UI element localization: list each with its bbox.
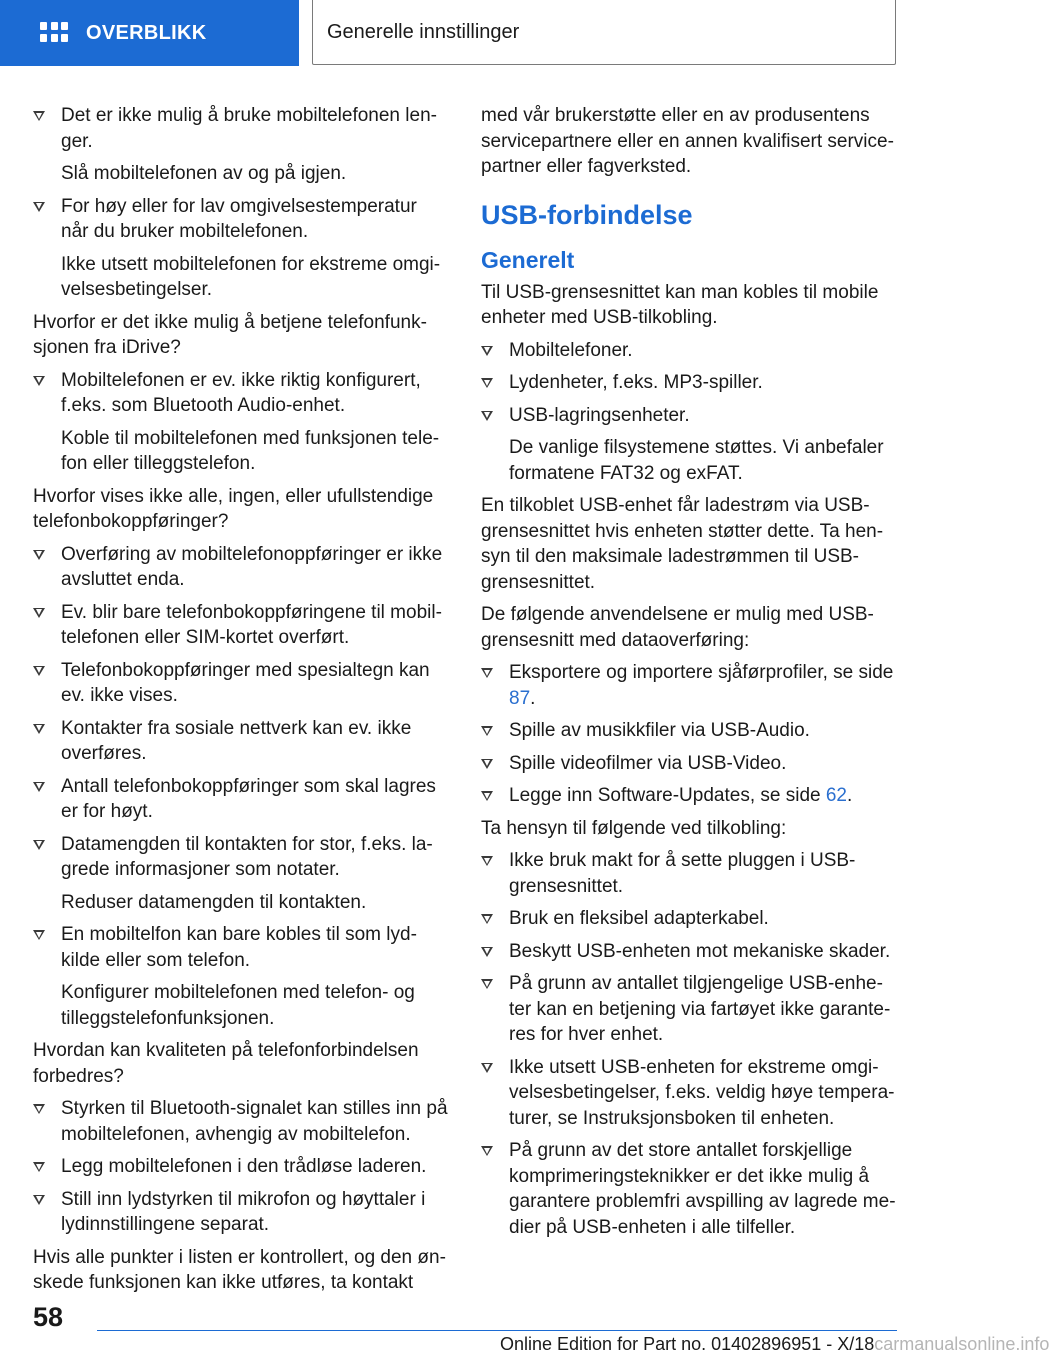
- list-item: Beskytt USB-enheten mot mekaniske skader.: [481, 939, 897, 965]
- page-link-62[interactable]: 62: [825, 785, 847, 806]
- triangle-bullet-icon: [481, 947, 493, 957]
- list-item-note: Koble til mobiltelefonen med funksjonen telefon eller tilleggstelefon.: [61, 427, 440, 474]
- list-item: Legg mobiltelefonen i den trådløse laderen.: [33, 1154, 448, 1180]
- triangle-bullet-icon: [481, 378, 493, 388]
- watermark-text: carmanualsonline.info: [874, 1334, 1049, 1354]
- list-item: Still inn lydstyrken til mikrofon og høyttaler i lydinnstillingene separat.: [33, 1187, 448, 1238]
- triangle-bullet-icon: [33, 376, 45, 386]
- list-item: Overføring av mobiltelefonoppføringer er ikke avsluttet enda.: [33, 542, 448, 593]
- list-item: På grunn av det store antallet forskjellige komprimeringsteknikker er det ikke mulig å garantere problemfri avspilling av lagrede medier på USB-enheten i alle tilfeller.: [481, 1138, 897, 1240]
- body-paragraph: Til USB-grensesnittet kan man kobles til mobile enheter med USB-tilkobling.: [481, 281, 879, 328]
- section-title: Generelle innstillinger: [327, 20, 520, 43]
- question-paragraph: Hvorfor er det ikke mulig å betjene telefonfunksjonen fra iDrive?: [33, 311, 427, 358]
- section-heading: USB-forbindelse: [481, 199, 693, 230]
- triangle-bullet-icon: [481, 726, 493, 736]
- triangle-bullet-icon: [33, 202, 45, 212]
- triangle-bullet-icon: [33, 1195, 45, 1205]
- body-paragraph: Ta hensyn til følgende ved tilkobling:: [481, 817, 787, 839]
- body-paragraph: De følgende anvendelsene er mulig med USB-grensesnitt med dataoverføring:: [481, 604, 874, 651]
- overview-tab-label: OVERBLIKK: [86, 21, 207, 44]
- triangle-bullet-icon: [481, 346, 493, 356]
- body-paragraph: med vår brukerstøtte eller en av produsentens servicepartnere eller en annen kvalifisert servicepartner eller fagverksted.: [481, 105, 894, 177]
- triangle-bullet-icon: [481, 791, 493, 801]
- triangle-bullet-icon: [33, 111, 45, 121]
- triangle-bullet-icon: [33, 724, 45, 734]
- triangle-bullet-icon: [481, 1063, 493, 1073]
- list-item: Ikke utsett USB-enheten for ekstreme omgivelsesbetingelser, f.eks. veldig høye temperaturer, se Instruksjonsboken til enheten.: [481, 1055, 897, 1132]
- list-item-note: Reduser datamengden til kontakten.: [61, 891, 367, 913]
- triangle-bullet-icon: [481, 759, 493, 769]
- page-link-87[interactable]: 87: [509, 687, 531, 709]
- list-item: Ev. blir bare telefonbokoppføringene til mobiltelefonen eller SIM-kortet overført.: [33, 600, 448, 651]
- subsection-heading: Generelt: [481, 246, 575, 273]
- footer-divider: [97, 1330, 897, 1331]
- triangle-bullet-icon: [33, 1104, 45, 1114]
- list-item: Spille av musikkfiler via USB-Audio.: [481, 718, 897, 744]
- list-item: Eksportere og importere sjåførprofiler, se side 87.: [481, 660, 897, 711]
- overview-tab[interactable]: [0, 0, 299, 66]
- triangle-bullet-icon: [481, 1146, 493, 1156]
- list-item: Spille videofilmer via USB-Video.: [481, 751, 897, 777]
- body-paragraph: En tilkoblet USB-enhet får ladestrøm via USB-grensesnittet hvis enheten støtter dette. Ta hensyn til den maksimale ladestrømmen til USB-grensesnittet.: [481, 495, 884, 593]
- left-column: [33, 103, 448, 1303]
- triangle-bullet-icon: [481, 411, 493, 421]
- triangle-bullet-icon: [33, 1162, 45, 1172]
- list-item: På grunn av antallet tilgjengelige USB-enheter kan en betjening via fartøyet ikke garanteres for hver enhet.: [481, 971, 897, 1048]
- grid-icon: [40, 22, 68, 44]
- list-item: Antall telefonbokoppføringer som skal lagres er for høyt.: [33, 774, 448, 825]
- list-item: Styrken til Bluetooth-signalet kan stilles inn på mobiltelefonen, avhengig av mobiltelefon.: [33, 1096, 448, 1147]
- list-item: Ikke bruk makt for å sette pluggen i USB-grensesnittet.: [481, 848, 897, 899]
- list-item: Kontakter fra sosiale nettverk kan ev. ikke overføres.: [33, 716, 448, 767]
- triangle-bullet-icon: [481, 856, 493, 866]
- triangle-bullet-icon: [33, 550, 45, 560]
- page-number: 58: [33, 1302, 64, 1332]
- edition-text: Online Edition for Part no. 01402896951 - X/18: [500, 1334, 875, 1354]
- question-paragraph: Hvordan kan kvaliteten på telefonforbindelsen forbedres?: [33, 1040, 419, 1087]
- question-paragraph: Hvorfor vises ikke alle, ingen, eller ufullstendige telefonbokoppføringer?: [33, 485, 434, 532]
- list-item: En mobiltelfon kan bare kobles til som lydkilde eller som telefon.: [33, 922, 448, 973]
- list-item: Legge inn Software-Updates, se side 62.: [481, 783, 897, 809]
- triangle-bullet-icon: [481, 914, 493, 924]
- list-item: Datamengden til kontakten for stor, f.eks. lagrede informasjoner som notater.: [33, 832, 448, 883]
- list-item: USB-lagringsenheter.: [481, 403, 897, 429]
- list-item: Bruk en fleksibel adapterkabel.: [481, 906, 897, 932]
- triangle-bullet-icon: [33, 782, 45, 792]
- triangle-bullet-icon: [33, 608, 45, 618]
- list-item: Mobiltelefonen er ev. ikke riktig konfigurert, f.eks. som Bluetooth Audio-enhet.: [33, 368, 448, 419]
- right-column: [481, 103, 897, 1247]
- list-item: Mobiltelefoner.: [481, 338, 897, 364]
- list-item: Det er ikke mulig å bruke mobiltelefonen lenger.: [33, 103, 448, 154]
- list-item-note: Konfigurer mobiltelefonen med telefon- og tilleggstelefonfunksjonen.: [61, 982, 415, 1029]
- list-item: For høy eller for lav omgivelsestemperatur når du bruker mobiltelefonen.: [33, 194, 448, 245]
- section-header: [312, 0, 896, 65]
- triangle-bullet-icon: [33, 666, 45, 676]
- body-paragraph: Hvis alle punkter i listen er kontrollert, og den ønskede funksjonen kan ikke utføres, ta kontakt: [33, 1246, 446, 1293]
- list-item: Telefonbokoppføringer med spesialtegn kan ev. ikke vises.: [33, 658, 448, 709]
- list-item-note: De vanlige filsystemene støttes. Vi anbefaler formatene FAT32 og exFAT.: [509, 437, 884, 484]
- triangle-bullet-icon: [33, 930, 45, 940]
- triangle-bullet-icon: [481, 979, 493, 989]
- list-item-note: Slå mobiltelefonen av og på igjen.: [61, 163, 347, 184]
- footer: [500, 1334, 1049, 1355]
- list-item-note: Ikke utsett mobiltelefonen for ekstreme omgivelsesbetingelser.: [61, 253, 441, 300]
- list-item: Lydenheter, f.eks. MP3-spiller.: [481, 370, 897, 396]
- triangle-bullet-icon: [33, 840, 45, 850]
- triangle-bullet-icon: [481, 668, 493, 678]
